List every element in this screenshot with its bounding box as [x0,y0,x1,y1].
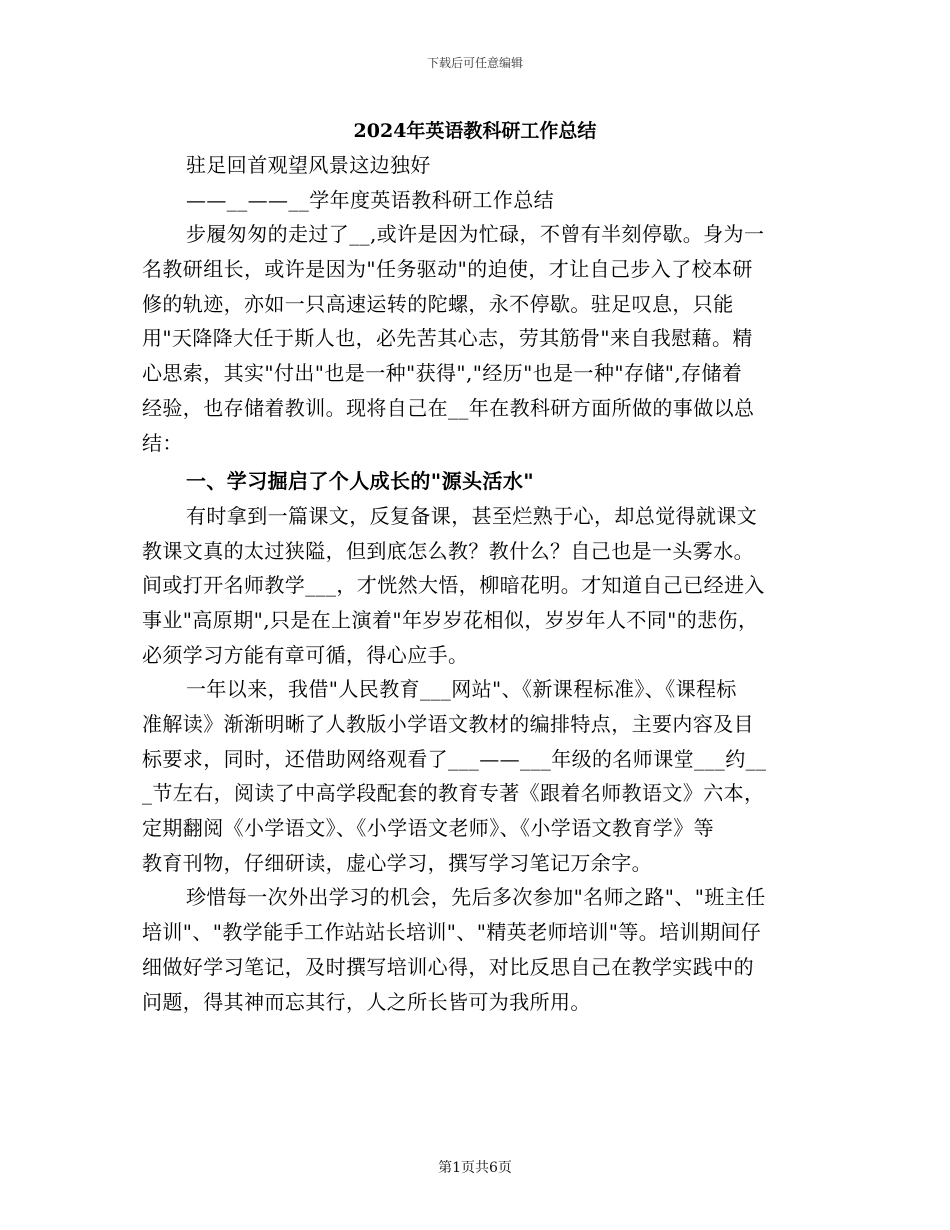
paragraph-line: 标要求，同时，还借助网络观看了___——___年级的名师课堂___约__ [142,746,767,771]
document-title: 2024年英语教科研工作总结 [353,120,597,142]
page-number: 第1页共6页 [438,1160,512,1176]
section-heading: 一、学习掘启了个人成长的"源头活水" [186,469,535,494]
paragraph-line: _节左右，阅读了中高学段配套的教育专著《跟着名师教语文》六本， [142,781,765,806]
subtitle-line: ——__——__学年度英语教科研工作总结 [186,187,554,212]
paragraph-line: 结： [142,430,183,455]
subtitle-line: 驻足回首观望风景这边独好 [186,153,431,177]
header-note: 下载后可任意编辑 [426,56,523,70]
paragraph-line: 经验，也存储着教训。现将自己在__年在教科研方面所做的事做以总 [142,395,755,420]
paragraph-line: 珍惜每一次外出学习的机会，先后多次参加"名师之路"、"班主任 [186,885,766,910]
paragraph-line: 教课文真的太过狭隘，但到底怎么教？教什么？自己也是一头雾水。 [142,538,754,563]
paragraph-line: 细做好学习笔记，及时撰写培训心得，对比反思自己在教学实践中的 [142,954,754,979]
paragraph-line: 定期翻阅《小学语文》、《小学语文老师》、《小学语文教育学》等 [142,816,714,841]
paragraph-line: 问题，得其神而忘其行，人之所长皆可为我所用。 [142,989,591,1014]
paragraph-line: 准解读》渐渐明晰了人教版小学语文教材的编排特点，主要内容及目 [142,712,754,736]
paragraph-line: 事业"高原期",只是在上演着"年岁岁花相似，岁岁年人不同"的悲伤， [142,607,759,632]
document-body [142,148,804,1019]
paragraph-line: 一年以来，我借"人民教育___网站"、《新课程标准》、《课程标 [186,677,737,702]
paragraph-line: 心思索，其实"付出"也是一种"获得","经历"也是一种"存储",存储着 [142,361,743,386]
paragraph-line: 修的轨迹，亦如一只高速运转的陀螺，永不停歇。驻足叹息，只能 [142,291,734,316]
paragraph-line: 教育刊物，仔细研读，虚心学习，撰写学习笔记万余字。 [142,850,652,875]
paragraph-line: 必须学习方能有章可循，得心应手。 [142,642,469,667]
paragraph-line: 名教研组长，或许是因为"任务驱动"的迫使，才让自己步入了校本研 [142,257,753,282]
paragraph-line: 用"天降降大任于斯人也，必先苦其心志，劳其筋骨"来自我慰藉。精 [142,326,753,351]
paragraph-line: 培训"、"教学能手工作站站长培训"、"精英老师培训"等。培训期间仔 [142,920,762,945]
paragraph-line: 有时拿到一篇课文，反复备课，甚至烂熟于心，却总觉得就课文 [186,503,758,528]
paragraph-line: 间或打开名师教学___，才恍然大悟，柳暗花明。才知道自己已经进入 [142,573,765,598]
paragraph-line: 步履匆匆的走过了__,或许是因为忙碌，不曾有半刻停歇。身为一 [186,222,765,247]
